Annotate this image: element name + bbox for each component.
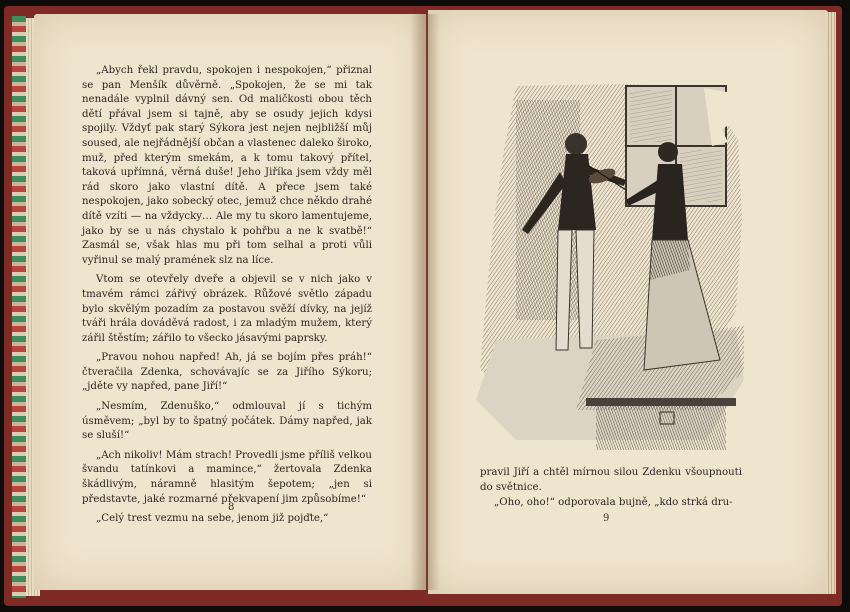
right-page-edges (826, 12, 836, 594)
paragraph: „Oho, oho!“ odporovala bujně, „kdo strká dru- (494, 497, 733, 509)
page-number-left: 8 (228, 502, 235, 513)
engraving-illustration (476, 80, 744, 460)
paragraph: „Nesmím, Zdenuško,“ odmlouval jí s tichým úsměvem; „byl by to špatný počátek. Dámy napřed, jak se sluší!“ (82, 401, 372, 442)
paragraph: „Ach nikoliv! Mám strach! Provedli jsme příliš velkou švandu tatínkovi a mamince,“ žertovala Zdenka škádlivým, náramně hlasitým šepotem; „jen si představte, jaké rozmarné překvapení jim způsobíme!“ (82, 449, 372, 505)
paragraph: „Celý trest vezmu na sebe, jenom již pojďte,“ (96, 513, 329, 525)
paragraph: „Pravou nohou napřed! Ah, já se bojím přes práh!“ čtveračila Zdenka, schovávajíc se za Jiřího Sýkoru; „jděte vy napřed, pane Jiří!“ (82, 352, 372, 393)
page-number-right: 9 (603, 513, 610, 524)
paragraph: „Abych řekl pravdu, spokojen i nespokojen,“ přiznal se pan Menšík důvěrně. „Spokojen, že se mi tak nenadále vyplnil dávný sen. Od maličkosti obou těch dětí přával jsem si tajně, aby se osudy jejich kdysi spojily. Vždyť pak starý Sýkora jest nejen nejbližší můj soused, ale nejřádnější občan a vlastenec daleko široko, muž, před kterým smekám, a k tomu takový přítel, taková upřímná, věrná duše! Jeho Jiříka jsem vždy měl rád skoro jako vlastní dítě. A přece jsem také nespokojen, jako sobecký otec, jemuž chce někdo drahé dítě vzíti — na vždycky… Ale my tu skoro lamentujeme, jako by se u nás chystalo k pohřbu a ne k svatbě!“ Zasmál se, však hlas mu při tom selhal a proti vůli vyřinul se malý pramének slz na líce. (82, 65, 372, 266)
left-page-text (82, 64, 372, 532)
paragraph: Vtom se otevřely dveře a objevil se v nich jako v tmavém rámci zářivý obrázek. Růžové světlo západu bylo skvělým pozadím za postavou svěží dívky, na jejíž tváři hrála dováděvá radost, i za mladým mužem, který zářil štěstím; zářilo to všecko jásavými paprsky. (82, 274, 372, 344)
right-page-text (480, 466, 742, 512)
paragraph: pravil Jiří a chtěl mírnou silou Zdenku všoupnouti do světnice. (480, 467, 742, 493)
